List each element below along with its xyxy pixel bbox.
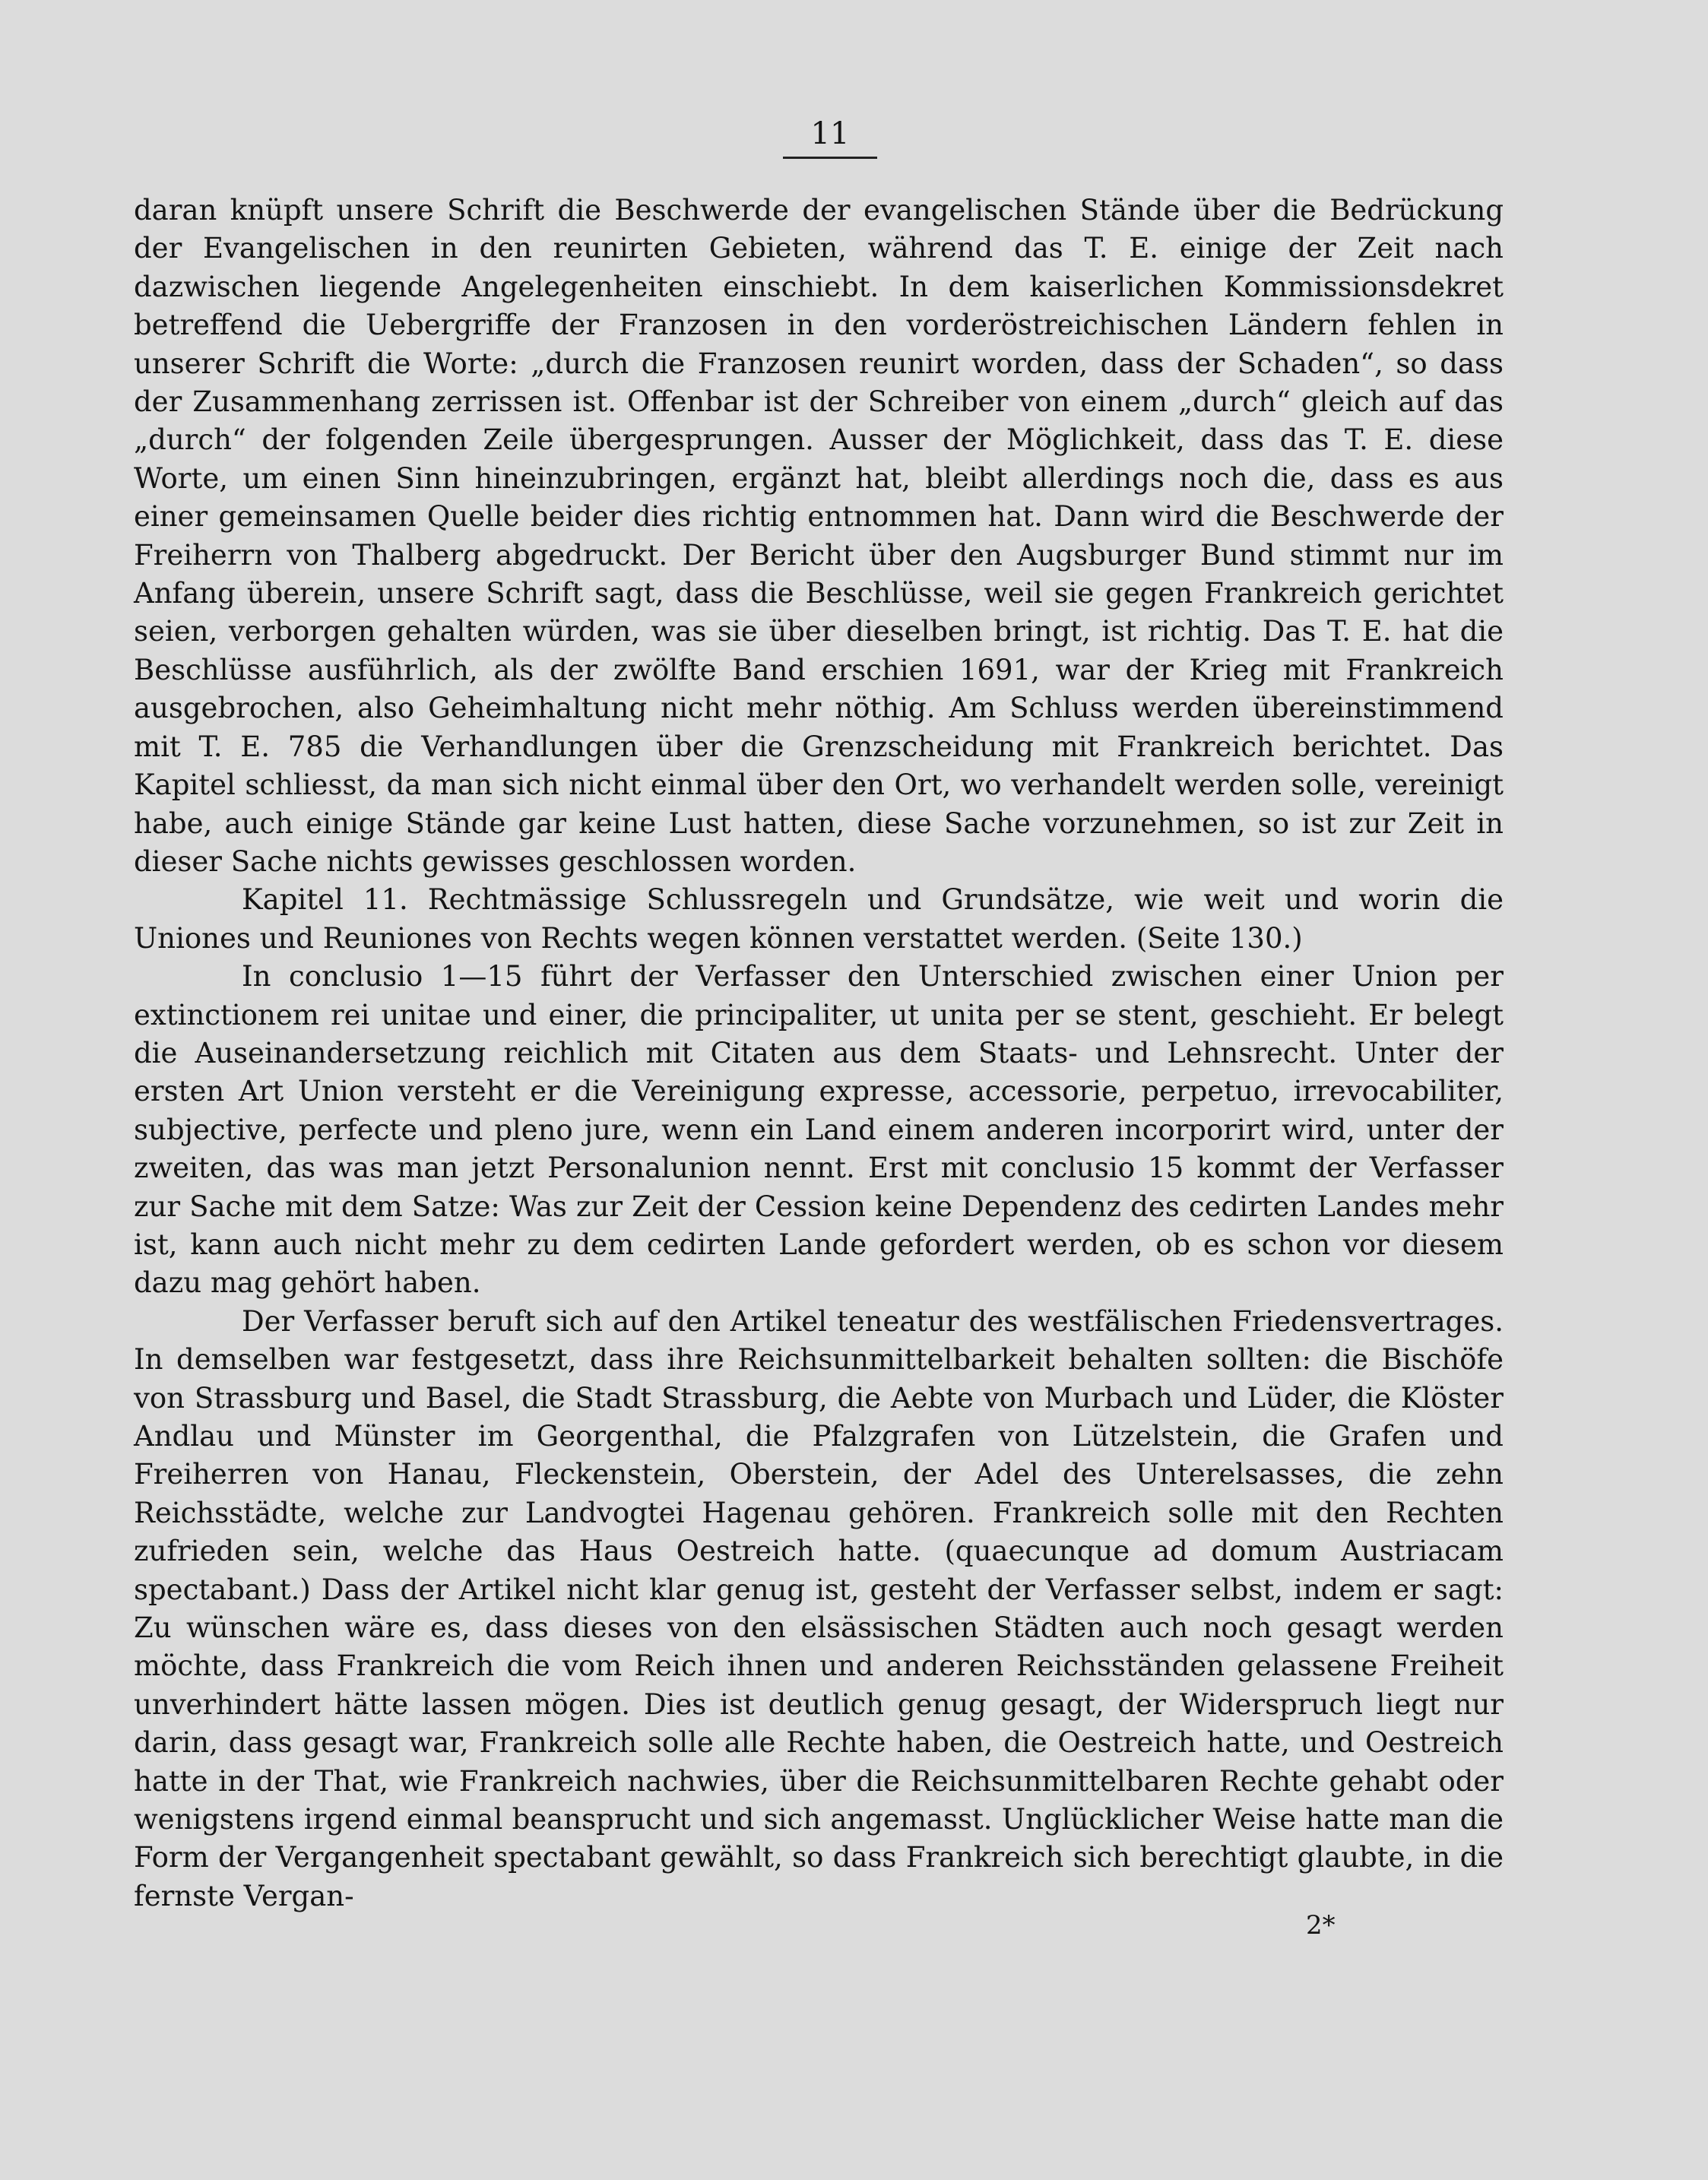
chapter-heading-paragraph: Kapitel 11. Rechtmässige Schlussregeln und Grundsätze, wie weit und worin die Uniones und Reuniones von Rechts wegen können verstattet werden. (Seite 130.) <box>134 883 1504 955</box>
signature-mark: 2* <box>1306 1910 1336 1941</box>
page-number: 11 <box>783 114 877 159</box>
paragraph-conclusio: In conclusio 1—15 führt der Verfasser den Unterschied zwischen einer Union per extinctionem rei unitae und einer, die principaliter, ut unita per se stent, geschieht. Er belegt die Auseinandersetzung reichlich mit Citaten aus dem Staats- und Lehnsrecht. Unter der ersten Art Union versteht er die Vereinigung expresse, accessorie, perpetuo, irrevocabiliter, subjective, perfecte und pleno jure, wenn ein Land einem anderen incorporirt wird, unter der zweiten, das was man jetzt Personalunion nennt. Erst mit conclusio 15 kommt der Verfasser zur Sache mit dem Satze: Was zur Zeit der Cession keine Dependenz des cedirten Landes mehr ist, kann auch nicht mehr zu dem cedirten Lande gefordert werden, ob es schon vor diesem dazu mag gehört haben. <box>134 960 1504 1300</box>
paragraph-continuation: daran knüpft unsere Schrift die Beschwerde der evangelischen Stände über die Bedrückung der Evangelischen in den reunirten Gebieten, während das T. E. einige der Zeit nach dazwischen liegende Angelegenheiten einschiebt. In dem kaiserlichen Kommissionsdekret betreffend die Uebergriffe der Franzosen in den vorderöstreichischen Ländern fehlen in unserer Schrift die Worte: „durch die Franzosen reunirt worden, dass der Schaden“, so dass der Zusammenhang zerrissen ist. Offenbar ist der Schreiber von einem „durch“ gleich auf das „durch“ der folgenden Zeile übergesprungen. Ausser der Möglichkeit, dass das T. E. diese Worte, um einen Sinn hineinzubringen, ergänzt hat, bleibt allerdings noch die, dass es aus einer gemeinsamen Quelle beider dies richtig entnommen hat. Dann wird die Beschwerde der Freiherrn von Thalberg abgedruckt. Der Bericht über den Augsburger Bund stimmt nur im Anfang überein, unsere Schrift sagt, dass die Beschlüsse, weil sie gegen Frankreich gerichtet seien, verborgen gehalten würden, was sie über dieselben bringt, ist richtig. Das T. E. hat die Beschlüsse ausführlich, als der zwölfte Band erschien 1691, war der Krieg mit Frankreich ausgebrochen, also Geheimhaltung nicht mehr nöthig. Am Schluss werden übereinstimmend mit T. E. 785 die Verhandlungen über die Grenzscheidung mit Frankreich berichtet. Das Kapitel schliesst, da man sich nicht einmal über den Ort, wo verhandelt werden solle, vereinigt habe, auch einige Stände gar keine Lust hatten, diese Sache vorzunehmen, so ist zur Zeit in dieser Sache nichts gewisses geschlossen worden. <box>134 194 1504 878</box>
paragraph-teneatur: Der Verfasser beruft sich auf den Artikel teneatur des westfälischen Friedensvertrages. In demselben war festgesetzt, dass ihre Reichsunmittelbarkeit behalten sollten: die Bischöfe von Strassburg und Basel, die Stadt Strassburg, die Aebte von Murbach und Lüder, die Klöster Andlau und Münster im Georgenthal, die Pfalzgrafen von Lützelstein, die Grafen und Freiherren von Hanau, Fleckenstein, Oberstein, der Adel des Unterelsasses, die zehn Reichsstädte, welche zur Landvogtei Hagenau gehören. Frankreich solle mit den Rechten zufrieden sein, welche das Haus Oestreich hatte. (quaecunque ad domum Austriacam spectabant.) Dass der Artikel nicht klar genug ist, gesteht der Verfasser selbst, indem er sagt: Zu wünschen wäre es, dass dieses von den elsässischen Städten auch noch gesagt werden möchte, dass Frankreich die vom Reich ihnen und anderen Reichsständen gelassene Freiheit unverhindert hätte lassen mögen. Dies ist deutlich genug gesagt, der Widerspruch liegt nur darin, dass gesagt war, Frankreich solle alle Rechte haben, die Oestreich hatte, und Oestreich hatte in der That, wie Frankreich nachwies, über die Reichsunmittelbaren Rechte gehabt oder wenigstens irgend einmal beansprucht und sich angemasst. Unglücklicher Weise hatte man die Form der Vergangenheit spectabant gewählt, so dass Frankreich sich berechtigt glaubte, in die fernste Vergan- <box>134 1304 1504 1912</box>
body-text <box>134 192 1504 1915</box>
